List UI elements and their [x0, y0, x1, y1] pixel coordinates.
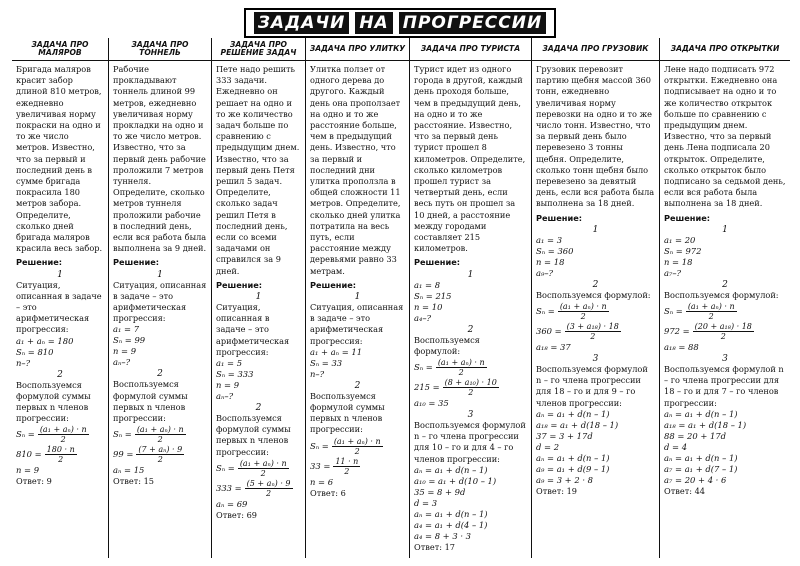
formula-line	[536, 322, 655, 341]
fraction-numerator: (20 + a₁₈) · 18	[694, 322, 752, 332]
calc-line: 88 = 20 + 17d	[664, 430, 727, 441]
formula-line	[113, 425, 207, 444]
fraction-denominator: 2	[58, 455, 64, 465]
calc-line: a₄ = 8 + 3 · 3	[414, 530, 472, 541]
formula-line	[536, 302, 655, 321]
formula-line	[414, 378, 527, 397]
fraction	[443, 378, 499, 397]
formula-left: Sₙ =	[310, 440, 329, 451]
fraction	[332, 437, 383, 456]
solution-label: Решение:	[113, 257, 160, 268]
problem-text: Пете надо решить 333 задачи. Ежедневно он решает на одно и то же количество задач больше по сравнению с предыдущим днем. Известно, что за первый день Петя решил 5 задач. Определите, сколько задач решил Петя в последний день, если со всеми задачами он справился за 9 дней.	[216, 64, 300, 276]
fraction	[238, 459, 289, 478]
step-number: 3	[722, 354, 728, 365]
fraction-denominator: 2	[260, 468, 266, 478]
given-line: a₁ = 5	[216, 358, 243, 369]
formula-left: Sₙ =	[113, 429, 132, 440]
calc-line: a₉ = a₁ + d(9 – 1)	[536, 463, 610, 474]
calc-line: d = 2	[536, 441, 560, 452]
step-number: 2	[57, 369, 63, 380]
formula-text: Воспользуемся формулой суммы первых n членов прогрессии:	[16, 379, 91, 424]
formula-left: Sₙ =	[414, 362, 433, 373]
calc-line: d = 3	[414, 497, 438, 508]
solution-label: Решение:	[414, 257, 461, 268]
fraction-denominator: 2	[590, 332, 596, 342]
fraction	[45, 445, 77, 464]
fraction-numerator: (a₁ + aₙ) · n	[687, 302, 735, 312]
given-line: a₁ = 8	[414, 279, 441, 290]
step-number: 2	[157, 369, 163, 380]
solution-label: Решение:	[216, 279, 263, 290]
solution-label: Решение:	[16, 257, 63, 268]
fraction-numerator: (5 + aₙ) · 9	[246, 478, 291, 488]
calc-line: aₙ = a₁ + d(n – 1)	[414, 508, 488, 519]
result-line: a₁₈ = 88	[664, 342, 699, 353]
formula-text: Воспользуемся формулой:	[414, 334, 480, 356]
formula-line	[310, 437, 405, 456]
answer: Ответ: 19	[536, 485, 578, 496]
calc-line: a₁₈ = a₁ + d(18 – 1)	[536, 419, 619, 430]
title-part-3: ПРОГРЕССИИ	[399, 12, 546, 34]
given-line: a₁ = 7	[113, 324, 140, 335]
column-header: ЗАДАЧА ПРО ОТКРЫТКИ	[660, 38, 790, 61]
formula-left: 972 =	[664, 326, 690, 337]
formula-line	[664, 302, 786, 321]
problem-text: Грузовик перевозит партию щебня массой 360 тонн, ежедневно увеличивая норму перевозки на одно и то же число тонн. Известно, что за первый день было перевезено 3 тонны щебня. Определите, сколько тонн щебня было перевезено за девятый день, если вся работа была выполнена за 18 дней.	[536, 64, 655, 209]
problem-text: Улитка ползет от одного дерева до другого. Каждый день она проползает на одно и то же расстояние больше, чем в предыдущий день. Известно, что за первый и последний дни улитка проползла в общей сложности 11 метров. Определите, сколько дней улитка потратила на весь путь, если расстояние между деревьями равно 33 метрам.	[310, 64, 401, 276]
fraction-numerator: 11 · n	[335, 456, 359, 466]
column-header: ЗАДАЧА ПРО ТОННЕЛЬ	[109, 38, 211, 61]
formula-left: Sₙ =	[216, 462, 235, 473]
step-number: 1	[467, 269, 474, 280]
column-snail	[305, 38, 409, 558]
fraction-denominator: 2	[580, 312, 586, 322]
calc-line: a₄ = a₁ + d(4 – 1)	[414, 519, 488, 530]
fraction-denominator: 2	[720, 332, 726, 342]
given-line: Sₙ = 972	[664, 245, 702, 256]
calc-line: 37 = 3 + 17d	[536, 430, 593, 441]
fraction	[558, 302, 609, 321]
formula-line	[216, 479, 301, 498]
formula-left: 215 =	[414, 382, 440, 393]
calc-line: aₙ = a₁ + d(n – 1)	[664, 408, 738, 419]
formula-left: Sₙ =	[16, 429, 35, 440]
formula-left: Sₙ =	[664, 306, 683, 317]
situation-text: Ситуация, описанная в задаче – это арифметическая прогрессия:	[310, 302, 404, 346]
title-part-1: ЗАДАЧИ	[254, 12, 350, 34]
calc-line: a₉ = 3 + 2 · 8	[536, 474, 594, 485]
nth-term-text: Воспользуемся формулой n – го члена прогрессии для 18 – го и для 7 – го членов прогрессии:	[664, 364, 784, 408]
answer: Ответ: 6	[310, 487, 346, 498]
problem-text: Турист идет из одного города в другой, каждый день проходя больше, чем в предыдущий день, на одно и то же расстояние. Известно, что за первый день турист прошел 8 километров. Определите, сколько километров прошел турист за четвертый день, если весь путь он прошел за 10 дней, а расстояние между городами составляет 215 километров.	[414, 64, 526, 254]
result-line: n = 6	[310, 476, 334, 487]
fraction-numerator: (a₁ + aₙ) · n	[239, 458, 287, 468]
formula-text: Воспользуемся формулой:	[536, 289, 651, 300]
fraction-denominator: 2	[458, 368, 464, 378]
given-line: a₁ = 3	[536, 234, 563, 245]
fraction	[38, 425, 89, 444]
result-line: aₙ = 15	[113, 465, 145, 476]
column-header: ЗАДАЧА ПРО ГРУЗОВИК	[532, 38, 659, 61]
column-header: ЗАДАЧА ПРО ТУРИСТА	[410, 38, 531, 61]
column-header: ЗАДАЧА ПРО МАЛЯРОВ	[12, 38, 108, 61]
problems-grid	[12, 38, 790, 558]
given-line: a₁ + aₙ = 180	[16, 335, 74, 346]
column-header: ЗАДАЧА ПРО УЛИТКУ	[306, 38, 409, 61]
step-number: 2	[592, 279, 599, 290]
step-number: 1	[57, 269, 63, 280]
fraction-numerator: (7 + aₙ) · 9	[138, 445, 183, 455]
fraction-denominator: 2	[468, 388, 474, 398]
formula-text: Воспользуемся формулой:	[664, 289, 779, 300]
fraction	[686, 302, 737, 321]
fraction-numerator: (a₁ + aₙ) · n	[437, 358, 485, 368]
fraction-denominator: 2	[157, 435, 163, 445]
answer: Ответ: 69	[216, 509, 258, 520]
fraction	[693, 322, 754, 341]
given-line: Sₙ = 33	[310, 357, 343, 368]
calc-line: a₇ = 20 + 4 · 6	[664, 474, 727, 485]
result-line: a₁₈ = 37	[536, 342, 571, 353]
step-number: 1	[592, 224, 599, 235]
fraction-denominator: 2	[60, 435, 66, 445]
formula-left: Sₙ =	[536, 306, 555, 317]
formula-line	[16, 425, 104, 444]
nth-term-text: Воспользуемся формулой n – го члена прогрессии для 18 – го и для 9 – го членов прогрессии:	[536, 364, 648, 408]
nth-term-text: Воспользуемся формулой n – го члена прогрессии для 10 – го и для 4 – го членов прогрессии:	[414, 420, 526, 464]
given-line: Sₙ = 810	[16, 346, 54, 357]
fraction	[135, 425, 186, 444]
fraction-numerator: (a₁ + aₙ) · n	[559, 302, 607, 312]
title-wrap	[0, 8, 800, 40]
fraction-denominator: 2	[266, 488, 272, 498]
given-line: Sₙ = 360	[536, 245, 574, 256]
result-line: n = 9	[16, 465, 40, 476]
fraction-denominator: 2	[354, 446, 360, 456]
column-postcards	[659, 38, 790, 558]
given-line: n = 9	[113, 346, 137, 357]
solution-label: Решение:	[310, 279, 357, 290]
answer: Ответ: 17	[414, 541, 456, 552]
step-number: 1	[354, 292, 361, 303]
fraction-numerator: 180 · n	[46, 445, 75, 455]
fraction	[436, 358, 487, 377]
step-number: 1	[255, 292, 262, 303]
step-number: 2	[722, 279, 728, 290]
step-number: 1	[722, 224, 728, 235]
formula-left: 360 =	[536, 326, 562, 337]
solution-label: Решение:	[664, 212, 711, 223]
calc-line: a₁₀ = a₁ + d(10 – 1)	[414, 475, 497, 486]
result-line: a₁₀ = 35	[414, 398, 449, 409]
formula-line	[414, 358, 527, 377]
column-truck	[531, 38, 659, 558]
given-line: a₉–?	[536, 267, 554, 278]
column-header: ЗАДАЧА ПРО РЕШЕНИЕ ЗАДАЧ	[212, 38, 305, 61]
given-line: n–?	[16, 357, 31, 368]
calc-line: aₙ = a₁ + d(n – 1)	[414, 464, 488, 475]
situation-text: Ситуация, описанная в задаче – это арифметическая прогрессия:	[216, 302, 290, 357]
step-number: 3	[592, 354, 599, 365]
problem-text: Лене надо подписать 972 открытки. Ежедневно она подписывает на одно и то же количество открыток больше по сравнению с предыдущим днем. Известно, что за первый день Лена подписала 20 открыток. Определите, сколько открыток было подписано за седьмой день, если вся работа была выполнена за 18 дней.	[664, 64, 786, 209]
calc-line: d = 4	[664, 441, 688, 452]
problem-text: Бригада маляров красит забор длиной 810 метров, ежедневно увеличивая норму покраски на одно и то же число метров. Известно, что за первый и последний день в сумме бригада покрасила 180 метров забора. Определите, сколько дней бригада маляров красила весь забор.	[16, 64, 103, 254]
calc-line: aₙ = a₁ + d(n – 1)	[536, 452, 610, 463]
column-tunnel	[108, 38, 211, 558]
fraction	[245, 479, 293, 498]
step-number: 2	[354, 380, 361, 391]
title-part-2: НА	[355, 12, 392, 34]
page-title	[244, 8, 556, 38]
given-line: n = 10	[414, 301, 443, 312]
formula-text: Воспользуемся формулой суммы первых n членов прогрессии:	[310, 390, 385, 435]
formula-line	[664, 322, 786, 341]
fraction-denominator: 2	[157, 455, 163, 465]
step-number: 3	[467, 410, 474, 421]
given-line: n = 18	[664, 256, 693, 267]
given-line: Sₙ = 215	[414, 290, 452, 301]
given-line: Sₙ = 333	[216, 369, 254, 380]
given-line: a₁ + aₙ = 11	[310, 346, 363, 357]
column-tourist	[409, 38, 531, 558]
fraction-numerator: (a₁ + aₙ) · n	[333, 436, 381, 446]
fraction-numerator: (8 + a₁₀) · 10	[444, 378, 497, 388]
step-number: 2	[467, 324, 474, 335]
fraction-numerator: (3 + a₁₈) · 18	[566, 322, 619, 332]
situation-text: Ситуация, описанная в задаче – это арифметическая прогрессия:	[113, 279, 207, 324]
formula-line	[216, 459, 301, 478]
solution-label: Решение:	[536, 212, 583, 223]
formula-line	[16, 445, 104, 464]
fraction	[565, 322, 621, 341]
fraction-numerator: (a₁ + aₙ) · n	[136, 425, 184, 435]
answer: Ответ: 9	[16, 476, 52, 487]
calc-line: a₁₈ = a₁ + d(18 – 1)	[664, 419, 747, 430]
formula-line	[310, 457, 405, 476]
fraction-denominator: 2	[344, 466, 350, 476]
step-number: 2	[255, 403, 262, 414]
formula-left: 99 =	[113, 449, 134, 460]
formula-left: 333 =	[216, 482, 242, 493]
problem-text: Рабочие прокладывают тоннель длиной 99 метров, ежедневно увеличивая норму прокладки на одно и то же число метров. Известно, что за первый день рабочие проложили 7 метров туннеля. Определите, сколько метров туннеля проложили рабочие в последний день, если вся работа была выполнена за 9 дней.	[113, 64, 207, 254]
answer: Ответ: 44	[664, 485, 706, 496]
fraction-numerator: (a₁ + aₙ) · n	[39, 425, 87, 435]
calc-line: a₇ = a₁ + d(7 – 1)	[664, 463, 738, 474]
formula-left: 33 =	[310, 460, 331, 471]
result-line: aₙ = 69	[216, 498, 248, 509]
column-painters	[12, 38, 108, 558]
given-line: n = 18	[536, 256, 565, 267]
fraction	[136, 445, 184, 464]
given-line: a₇–?	[664, 267, 682, 278]
calc-line: aₙ = a₁ + d(n – 1)	[664, 452, 738, 463]
answer: Ответ: 15	[113, 476, 155, 487]
given-line: Sₙ = 99	[113, 335, 146, 346]
given-line: aₙ–?	[216, 391, 234, 402]
given-line: n = 9	[216, 380, 240, 391]
column-tasks	[211, 38, 305, 558]
formula-text: Воспользуемся формулой суммы первых n членов прогрессии:	[113, 379, 188, 424]
given-line: a₁ = 20	[664, 234, 696, 245]
formula-line	[113, 445, 207, 464]
fraction-denominator: 2	[708, 312, 714, 322]
calc-line: 35 = 8 + 9d	[414, 486, 466, 497]
formula-text: Воспользуемся формулой суммы первых n членов прогрессии:	[216, 413, 291, 457]
fraction	[333, 457, 360, 476]
calc-line: aₙ = a₁ + d(n – 1)	[536, 408, 610, 419]
given-line: aₙ–?	[113, 357, 131, 368]
given-line: a₄–?	[414, 312, 432, 323]
formula-left: 810 =	[16, 449, 42, 460]
given-line: n–?	[310, 368, 325, 379]
step-number: 1	[157, 269, 163, 280]
situation-text: Ситуация, описанная в задаче – это арифметическая прогрессия:	[16, 279, 102, 335]
